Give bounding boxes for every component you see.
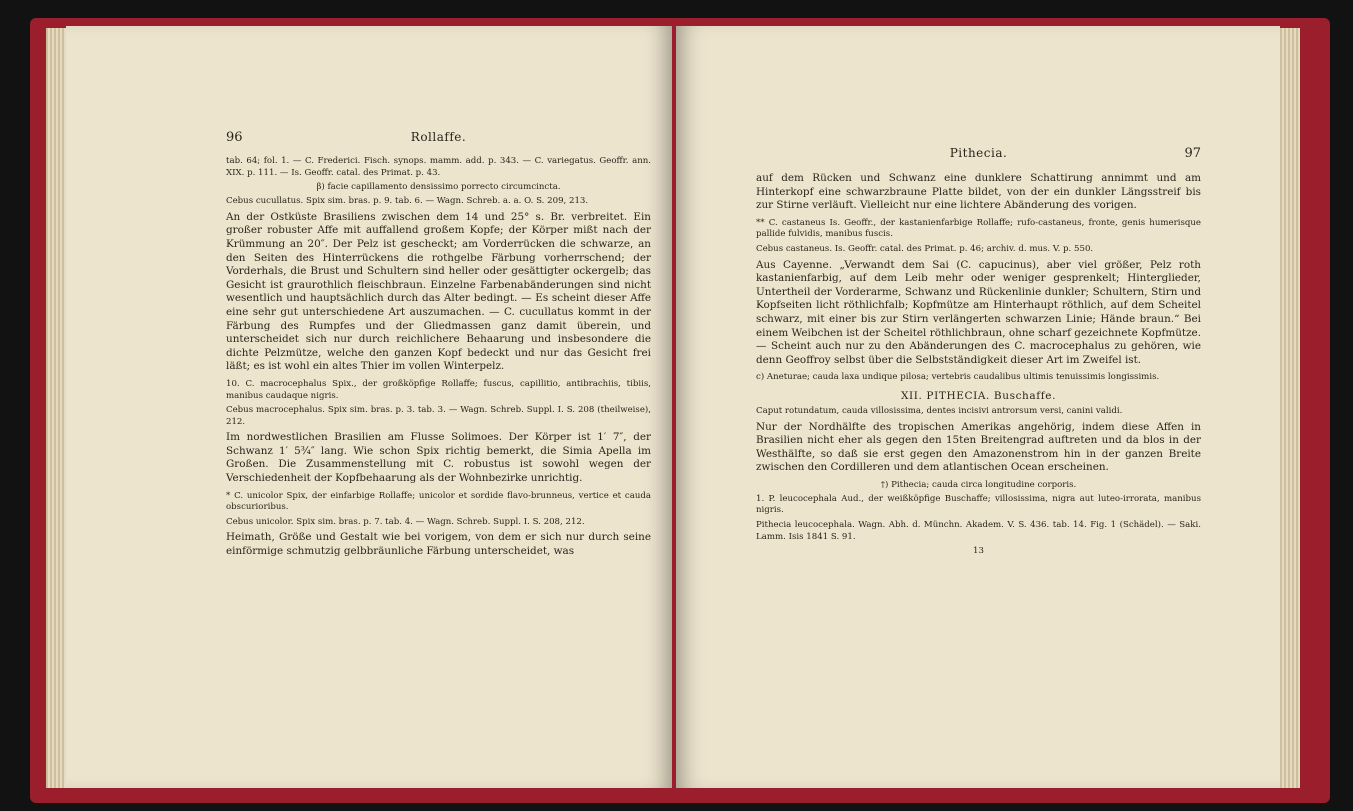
paragraph: Heimath, Größe und Gestalt wie bei vorigem, von dem er sich nur durch seine einförmige schmutzig gelbbräunliche Färbung unterscheidet, was [226,531,651,558]
running-title: Rollaffe. [410,130,467,144]
species-heading: 10. C. macrocephalus Spix., der großköpfige Rollaffe; fuscus, capillitio, antibrachiis, tibiis, manibus caudaque nigris. [226,378,651,401]
citation: tab. 64; fol. 1. — C. Frederici. Fisch. synops. mamm. add. p. 343. — C. variegatus. Geoffr. ann. XIX. p. 111. — Is. Geoffr. catal. des Primat. p. 43. [226,156,651,178]
citation: Cebus cucullatus. Spix sim. bras. p. 9. tab. 6. — Wagn. Schreb. a. a. O. S. 209, 213. [226,196,589,207]
right-header [756,146,1201,164]
citation: Cebus castaneus. Is. Geoffr. catal. des Primat. p. 46; archiv. d. mus. V. p. 550. [756,243,1094,254]
species-heading: 1. P. leucocephala Aud., der weißköpfige Buschaffe; villosissima, nigra aut luteo-irrorata, manibus nigris. [756,493,1201,516]
paragraph: auf dem Rücken und Schwanz eine dunklere Schattirung annimmt und am Hinterkopf eine schwarzbraune Platte bildet, von der ein dunkler Längsstreif bis zur Stirne verläuft. Vielleicht nur eine lichtere Abänderung des vorigen. [756,172,1201,212]
right-text-column [756,146,1201,556]
running-title: Pithecia. [949,146,1008,160]
signature-mark: 13 [973,546,984,557]
right-page [676,26,1280,788]
paragraph: Nur der Nordhälfte des tropischen Amerikas angehörig, indem diese Affen in Brasilien nicht eher als gegen den 15ten Breitengrad auftreten und da blos in der Westhälfte, so daß sie erst gegen den Amazonenstrom hin in der ganzen Breite zwischen den Cordilleren und dem atlantischen Ocean erscheinen. [756,420,1201,474]
citation: Pithecia leucocephala. Wagn. Abh. d. Münchn. Akadem. V. S. 436. tab. 14. Fig. 1 (Schädel). — Saki. Lamm. Isis 1841 S. 91. [756,520,1201,542]
subgroup-diagnosis: c) Aneturae; cauda laxa undique pilosa; vertebris caudalibus ultimis tenuissimis longissimis. [756,372,1160,383]
citation: Cebus macrocephalus. Spix sim. bras. p. 3. tab. 3. — Wagn. Schreb. Suppl. I. S. 208 (theilweise), 212. [226,405,651,427]
paragraph: Im nordwestlichen Brasilien am Flusse Solimoes. Der Körper ist 1′ 7″, der Schwanz 1′ 5¾″ lang. Wie schon Spix richtig bemerkt, die Simia Apella im Großen. Die Zusammenstellung mit C. robustus ist sowohl wegen der Verschiedenheit der Kopfbehaarung als der Wohnbezirke unrichtig. [226,431,651,485]
species-heading: * C. unicolor Spix, der einfarbige Rollaffe; unicolor et sordide flavo-brunneus, vertice et cauda obscurioribus. [226,490,651,513]
paragraph: An der Ostküste Brasiliens zwischen dem 14 und 25° s. Br. verbreitet. Ein großer robuster Affe mit auffallend großem Kopfe; der Körper mißt nach der Krümmung an 20″. Der Pelz ist gescheckt; am Vorderrücken die schwarze, an den Seiten des Hinterrückens die rothgelbe Färbung vorherrschend; der Vorderhals, die Brust und Schultern sind heller oder gesättigter ockergelb; das Gesicht ist graurothlich fleischbraun. Einzelne Farbenabänderungen sind nicht wesentlich und hauptsächlich durch das Alter bedingt. — Es scheint dieser Affe eine sehr gut unterschiedene Art auszumachen. — C. cucullatus kommt in der Färbung des Rumpfes und der Gliedmassen ganz damit überein, und unterscheidet sich nur durch reichlichere Behaarung und insbesondere die dichte Pelzmütze, welche den ganzen Kopf bedeckt und nur das Gesicht frei läßt; es ist wohl ein altes Thier im vollen Winterpelz. [226,210,651,373]
left-page [66,26,672,788]
page-number: 97 [1184,146,1201,161]
genus-diagnosis: Caput rotundatum, cauda villosissima, dentes incisivi antrorsum versi, canini validi. [756,405,1123,416]
genus-heading: XII. PITHECIA. Buschaffe. [900,389,1057,402]
left-text-column [226,130,651,564]
paragraph: Aus Cayenne. „Verwandt dem Sai (C. capucinus), aber viel größer, Pelz roth kastanienfarbig, auf dem Leib mehr oder weniger gesprenkelt; Hinterglieder, Untertheil der Vorderarme, Schwanz und Rückenlinie dunkler; Schultern, Stirn und Kopfseiten licht röthlichfalb; Kopfmütze am Hinterhaupt röthlich, auf dem Scheitel schwarz, mit einer bis zur Stirn verlängerten schwarzen Linie; Hände braun.“ Bei einem Weibchen ist der Scheitel röthlichbraun, ohne scharf gezeichnete Kopfmütze. — Scheint auch nur zu den Abänderungen des C. macrocephalus zu gehören, wie denn Geoffroy selbst über die Selbstständigkeit dieser Art im Zweifel ist. [756,258,1201,366]
left-header [226,130,651,148]
page-number: 96 [226,130,243,145]
species-heading: ** C. castaneus Is. Geoffr., der kastanienfarbige Rollaffe; rufo-castaneus, fronte, genis humerisque pallide fulvidis, manibus fuscis. [756,217,1201,240]
subgroup-diagnosis: β) facie capillamento densissimo porrecto circumcincta. [316,182,561,193]
citation: Cebus unicolor. Spix sim. bras. p. 7. tab. 4. — Wagn. Schreb. Suppl. I. S. 208, 212. [226,516,585,527]
subgroup-diagnosis: †) Pithecia; cauda circa longitudine corporis. [880,479,1077,490]
